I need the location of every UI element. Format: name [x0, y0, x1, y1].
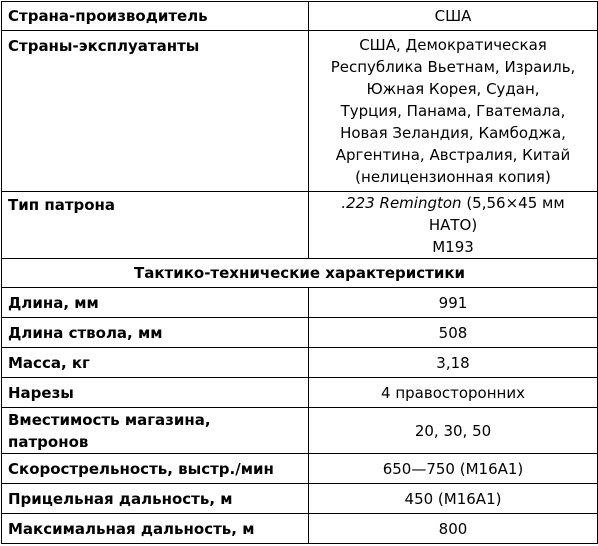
spec-row: [2, 408, 598, 454]
spec-row: [2, 348, 598, 378]
spec-label: Нарезы: [2, 378, 309, 408]
operators-line: (нелицензионная копия): [355, 168, 551, 186]
spec-label: Длина ствола, мм: [2, 318, 309, 348]
cartridge-italic: .223 Remington: [341, 194, 462, 212]
spec-row: [2, 484, 598, 514]
operators-line: Турция, Панама, Гватемала,: [340, 102, 566, 120]
spec-value: 800: [309, 514, 598, 544]
spec-value: 20, 30, 50: [309, 408, 598, 454]
operators-line: США, Демократическая: [359, 36, 547, 54]
operators-label: Страны-эксплуатанты: [2, 31, 309, 192]
spec-label: Масса, кг: [2, 348, 309, 378]
spec-label: Максимальная дальность, м: [2, 514, 309, 544]
spec-value: 508: [309, 318, 598, 348]
spec-row: [2, 454, 598, 484]
row-country: [2, 2, 598, 31]
row-operators: [2, 31, 598, 192]
cartridge-rest: (5,56×45 мм НАТО): [428, 194, 565, 234]
spec-label-line: патронов: [8, 432, 89, 451]
spec-row: [2, 514, 598, 544]
cartridge-value: [309, 192, 598, 259]
operators-line: Южная Корея, Судан,: [366, 80, 540, 98]
spec-label: Прицельная дальность, м: [2, 484, 309, 514]
spec-value: 4 правосторонних: [309, 378, 598, 408]
operators-line: Республика Вьетнам, Израиль,: [330, 58, 576, 76]
spec-value: 650—750 (M16A1): [309, 454, 598, 484]
spec-value: 991: [309, 288, 598, 318]
specifications-table: [1, 1, 598, 544]
spec-label: [2, 408, 309, 454]
cartridge-label: Тип патрона: [2, 192, 309, 259]
section-title: Тактико-технические характеристики: [2, 259, 598, 288]
operators-line: Новая Зеландия, Камбоджа,: [340, 124, 566, 142]
operators-line: Аргентина, Австралия, Китай: [335, 146, 571, 164]
row-section: [2, 259, 598, 288]
spec-row: [2, 378, 598, 408]
spec-value: 450 (M16A1): [309, 484, 598, 514]
spec-value: 3,18: [309, 348, 598, 378]
row-cartridge: [2, 192, 598, 259]
spec-label-line: Вместимость магазина,: [8, 410, 211, 429]
spec-label: Скорострельность, выстр./мин: [2, 454, 309, 484]
spec-row: [2, 318, 598, 348]
country-value: США: [309, 2, 598, 31]
country-label: Страна-производитель: [2, 2, 309, 31]
cartridge-line-1: [315, 192, 591, 236]
spec-label: Длина, мм: [2, 288, 309, 318]
spec-row: [2, 288, 598, 318]
operators-value: [309, 31, 598, 192]
cartridge-line-2: M193: [432, 238, 474, 256]
